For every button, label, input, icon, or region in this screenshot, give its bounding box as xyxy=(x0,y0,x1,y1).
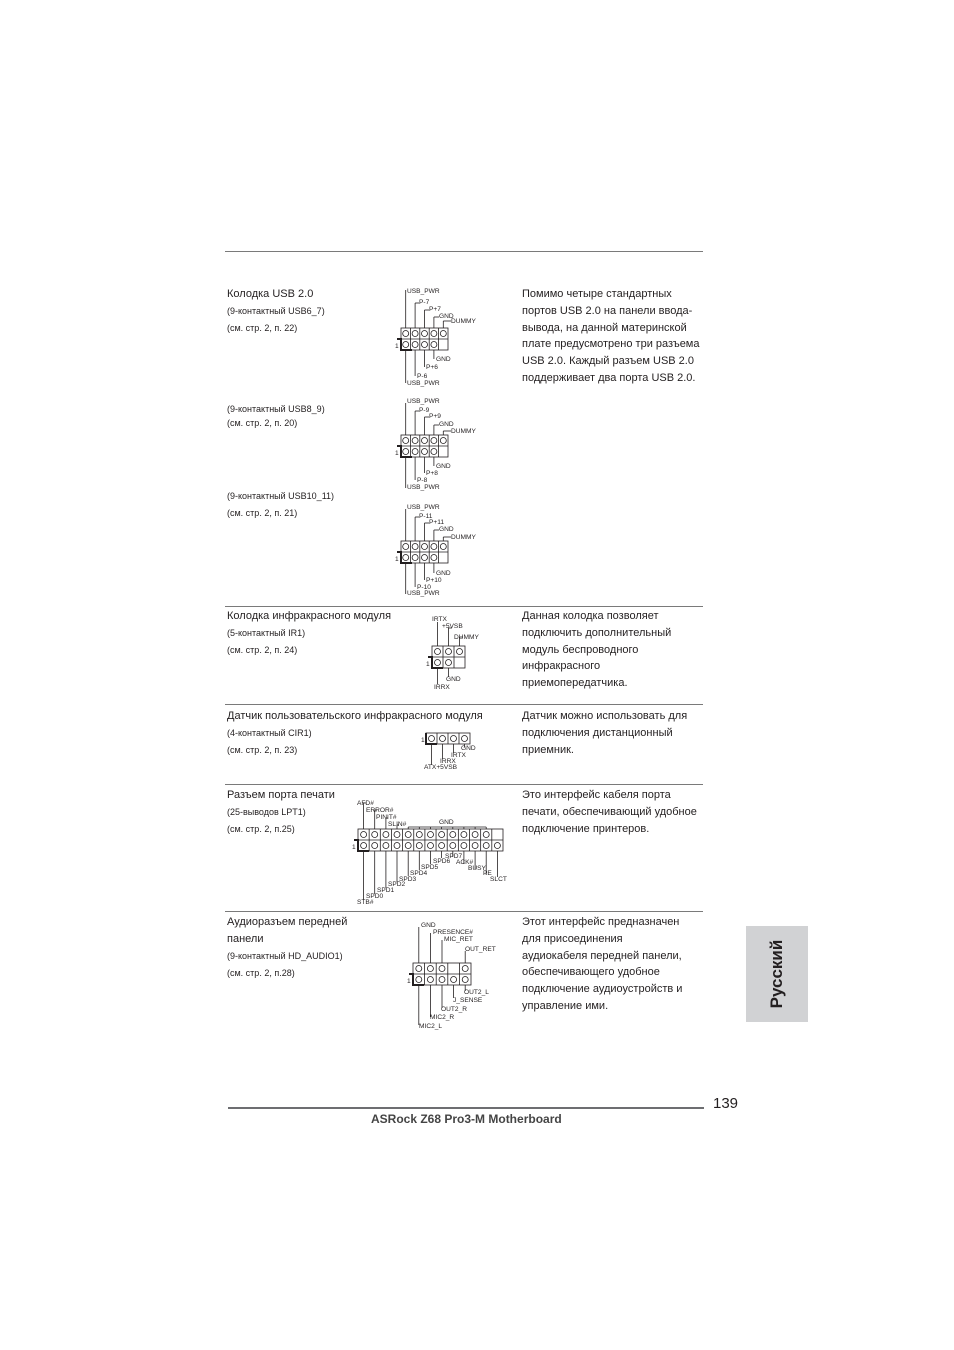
ir-description-line: модуль беспроводного xyxy=(522,643,639,656)
usb89-pin-label: P-9 xyxy=(419,407,430,414)
audio-title-line1: Аудиоразъем передней xyxy=(227,916,348,928)
lpt-description-line: Это интерфейс кабеля порта xyxy=(522,789,671,801)
lpt-pin-label: SLCT xyxy=(490,876,507,883)
ir-pin1-label: 1 xyxy=(426,661,430,668)
usb67-pin-label: GND xyxy=(436,356,451,363)
lpt-pin-label: ERROR# xyxy=(366,807,394,814)
lpt-pin-label: SPD2 xyxy=(388,881,406,888)
usb89-pin-label: GND xyxy=(439,421,454,428)
usb67-pin-label: GND xyxy=(439,313,454,320)
usb1011-subtitle: (9-контактный USB10_11) xyxy=(227,491,335,501)
lpt-description-line: печати, обеспечивающий удобное xyxy=(522,805,697,818)
cir-description-line: подключения дистанционный xyxy=(522,726,673,739)
cir-subtitle: (4-контактный CIR1) xyxy=(227,728,312,738)
lpt-pin-label: ACK# xyxy=(456,859,474,866)
divider-lpt-audio xyxy=(225,911,703,912)
usb-title: Колодка USB 2.0 xyxy=(227,288,314,300)
lpt-pin-label: STB# xyxy=(357,899,374,906)
audio-pin-label: MIC_RET xyxy=(444,936,473,943)
usb89-pin-label: P+8 xyxy=(426,470,438,477)
divider-ir-cir xyxy=(225,704,703,705)
lpt-pin-label: AFD# xyxy=(357,800,374,807)
audio-pin-label: MIC2_R xyxy=(430,1014,455,1021)
ir-pin-label: DUMMY xyxy=(454,634,479,641)
audio-description-line: Этот интерфейс предназначен xyxy=(522,916,680,928)
usb67-pin-label: USB_PWR xyxy=(407,380,440,387)
usb67-pin-label: USB_PWR xyxy=(407,288,440,295)
audio-pin-label: J_SENSE xyxy=(453,997,483,1004)
usb67-subtitle: (9-контактный USB6_7) xyxy=(227,306,325,316)
usb67-pin-label: P-6 xyxy=(417,373,428,380)
audio-description-line: подключение аудиоустройств и xyxy=(522,983,683,996)
usb1011-pin-label: P+10 xyxy=(426,577,442,584)
cir-pin-label: ATX+5VSB xyxy=(424,764,458,771)
ir-description-line: Данная колодка позволяет xyxy=(522,610,659,622)
top-rule xyxy=(225,251,703,252)
lpt-description xyxy=(522,787,697,837)
usb-description-line: портов USB 2.0 на панели ввода- xyxy=(522,304,693,317)
cir-title: Датчик пользовательского инфракрасного модуля xyxy=(227,710,483,722)
cir-pin-label: GND xyxy=(461,745,476,752)
audio-pin-label: OUT2_R xyxy=(441,1006,468,1013)
lpt-pin-label: SPD4 xyxy=(410,870,428,877)
audio-pin-label: OUT2_L xyxy=(464,989,489,996)
usb-description-line: USB 2.0. Каждый разъем USB 2.0 xyxy=(522,355,694,368)
usb-description-line: вывода, на данной материнской xyxy=(522,321,687,334)
lpt-subtitle: (25-выводов LPT1) xyxy=(227,807,306,817)
audio-pin-label: OUT_RET xyxy=(465,946,496,953)
cir-description xyxy=(522,708,687,758)
usb89-pin1-label: 1 xyxy=(395,450,399,457)
usb1011-pin-label: P-10 xyxy=(417,584,431,591)
lpt-pin-label: BUSY xyxy=(468,865,486,872)
lpt-page-ref: (см. стр. 2, п.25) xyxy=(227,824,295,834)
lpt-pin-label: SPD6 xyxy=(433,858,451,865)
lpt-title: Разъем порта печати xyxy=(227,789,335,801)
ir-description xyxy=(522,608,671,692)
ir-page-ref: (см. стр. 2, п. 24) xyxy=(227,645,298,655)
usb89-subtitle: (9-контактный USB8_9) xyxy=(227,404,325,414)
audio-description-line: для присоединения xyxy=(522,932,623,945)
usb67-pin-label: DUMMY xyxy=(451,318,476,325)
usb67-pin-label: P+6 xyxy=(426,364,438,371)
usb89-pin-label: P-8 xyxy=(417,477,428,484)
lpt-pin-label: SLIN# xyxy=(388,821,407,828)
lpt-pin-label: SPD7 xyxy=(445,853,463,860)
ir-description-line: инфракрасного xyxy=(522,660,601,673)
usb67-pin-label: P+7 xyxy=(429,306,441,313)
cir-description-line: приемник. xyxy=(522,743,574,756)
ir-title: Колодка инфракрасного модуля xyxy=(227,610,392,622)
ir-pin-label: GND xyxy=(446,676,461,683)
usb89-page-ref: (см. стр. 2, п. 20) xyxy=(227,418,298,428)
usb89-pin-label: DUMMY xyxy=(451,428,476,435)
usb1011-page-ref: (см. стр. 2, п. 21) xyxy=(227,508,298,518)
usb67-pin-label: P-7 xyxy=(419,299,430,306)
usb89-pin-label: USB_PWR xyxy=(407,398,440,405)
page-number: 139 xyxy=(713,1095,739,1112)
language-side-tab-label: Русский xyxy=(767,939,786,1009)
audio-header-diagram xyxy=(407,918,507,1033)
footer-title: ASRock Z68 Pro3-M Motherboard xyxy=(371,1112,562,1126)
ir-header-diagram xyxy=(426,613,486,693)
audio-description xyxy=(522,914,682,1015)
audio-subtitle: (9-контактный HD_AUDIO1) xyxy=(227,951,343,961)
lpt-pin-label: SPD5 xyxy=(421,864,439,871)
audio-pin-label: PRESENCE# xyxy=(433,929,473,936)
audio-page-ref: (см. стр. 2, п.28) xyxy=(227,968,295,978)
usb-description-line: поддерживает два порта USB 2.0. xyxy=(522,371,696,384)
usb-description-line: плате предусмотрено три разъема xyxy=(522,338,700,351)
lpt-pin-label: PINIT# xyxy=(376,814,397,821)
cir-header-diagram xyxy=(418,730,488,775)
usb1011-header-diagram xyxy=(395,501,485,601)
usb1011-pin-label: P+11 xyxy=(429,519,445,526)
divider-usb-ir xyxy=(225,606,703,607)
usb89-pin-label: USB_PWR xyxy=(407,484,440,491)
usb89-pin-label: P+9 xyxy=(429,413,441,420)
ir-pin-label: +5VSB xyxy=(442,623,463,630)
cir-pin1-label: 1 xyxy=(421,737,425,744)
lpt-header-diagram xyxy=(350,796,515,906)
usb1011-pin-label: GND xyxy=(436,570,451,577)
usb1011-pin-label: GND xyxy=(439,526,454,533)
usb89-pin-label: GND xyxy=(436,463,451,470)
usb67-pin1-label: 1 xyxy=(395,343,399,350)
audio-title-line2: панели xyxy=(227,933,264,945)
lpt-pin-label: PE xyxy=(483,870,492,877)
usb67-page-ref: (см. стр. 2, п. 22) xyxy=(227,323,298,333)
audio-pin-label: MIC2_L xyxy=(419,1023,443,1030)
divider-cir-lpt xyxy=(225,784,703,785)
cir-pin-label: IRRX xyxy=(440,758,456,765)
lpt-pin1-label: 1 xyxy=(352,844,356,851)
cir-page-ref: (см. стр. 2, п. 23) xyxy=(227,745,298,755)
ir-pin-label: IRRX xyxy=(434,684,450,691)
language-side-tab xyxy=(746,926,808,1022)
cir-description-line: Датчик можно использовать для xyxy=(522,710,688,722)
lpt-pin-label: SPD3 xyxy=(399,876,417,883)
ir-description-line: приемопередатчика. xyxy=(522,677,628,690)
usb67-header-diagram xyxy=(395,284,485,389)
cir-pin-label: IRTX xyxy=(451,752,466,759)
usb89-header-diagram xyxy=(395,395,485,495)
lpt-pin-label: GND xyxy=(439,819,454,826)
audio-pin1-label: 1 xyxy=(407,978,411,985)
audio-description-line: аудиокабеля передней панели, xyxy=(522,949,682,962)
usb1011-pin-label: USB_PWR xyxy=(407,590,440,597)
ir-pin-label: IRTX xyxy=(432,616,447,623)
usb1011-pin1-label: 1 xyxy=(395,556,399,563)
audio-description-line: обеспечивающего удобное xyxy=(522,966,660,979)
usb1011-pin-label: P-11 xyxy=(419,513,433,520)
footer-rule xyxy=(228,1107,704,1109)
usb-description xyxy=(522,286,700,387)
ir-subtitle: (5-контактный IR1) xyxy=(227,628,306,638)
audio-pin-label: GND xyxy=(421,922,436,929)
usb1011-pin-label: USB_PWR xyxy=(407,504,440,511)
lpt-pin-label: SPD1 xyxy=(377,887,395,894)
usb1011-pin-label: DUMMY xyxy=(451,534,476,541)
audio-description-line: управление ими. xyxy=(522,999,609,1012)
usb-description-line: Помимо четыре стандартных xyxy=(522,288,672,300)
lpt-description-line: подключение принтеров. xyxy=(522,822,650,835)
ir-description-line: подключить дополнительный xyxy=(522,626,672,639)
lpt-pin-label: SPD0 xyxy=(366,893,384,900)
